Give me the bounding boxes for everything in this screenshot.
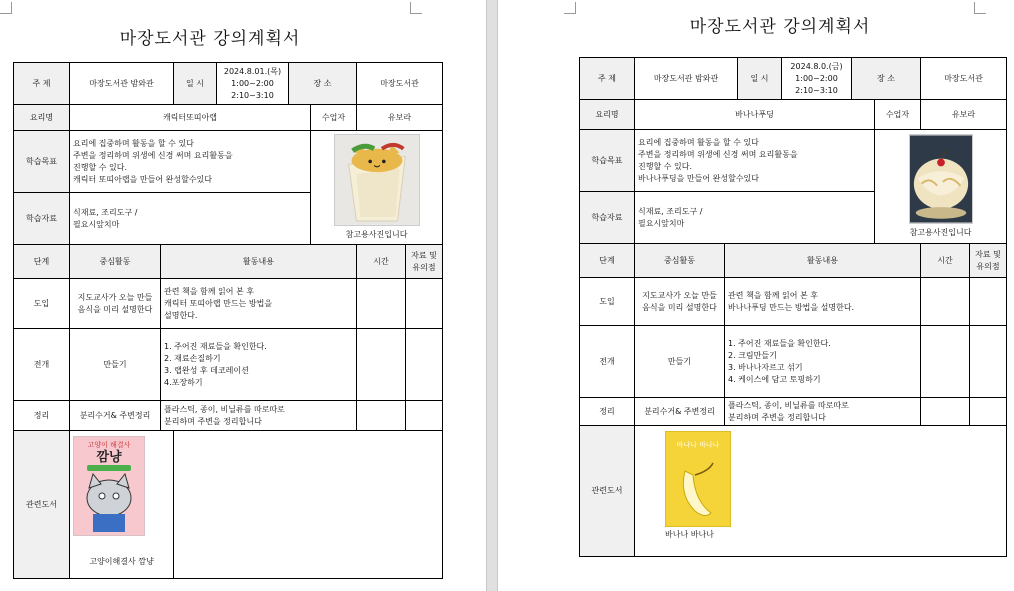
place-label: 장 소 xyxy=(852,58,921,100)
page-title: 마장도서관 강의계획서 xyxy=(119,29,301,49)
core-cell: 만들기 xyxy=(635,326,725,398)
book-caption: 바나나 바나나 xyxy=(665,530,714,539)
book-label: 관련도서 xyxy=(14,431,70,579)
recipe-value: 바나나푸딩 xyxy=(635,100,875,130)
notes-cell xyxy=(406,329,443,401)
place-value: 마장도서관 xyxy=(921,58,1007,100)
notes-cell xyxy=(970,398,1007,426)
date-value: 2024.8.01.(목) 1:00~2:00 2:10~3:10 xyxy=(217,63,289,105)
recipe-label: 요리명 xyxy=(580,100,635,130)
goal-label: 학습목표 xyxy=(14,131,70,193)
col-stage-header: 단계 xyxy=(580,244,635,278)
teacher-value: 유보라 xyxy=(357,105,443,131)
table-row xyxy=(14,279,443,329)
stage-cell: 정리 xyxy=(580,398,635,426)
notes-cell xyxy=(406,401,443,431)
subject-value: 마장도서관 밤와관 xyxy=(70,63,174,105)
col-core-header: 중심활동 xyxy=(70,245,161,279)
notes-cell xyxy=(970,326,1007,398)
core-cell: 분리수거& 주변정리 xyxy=(70,401,161,431)
notes-cell xyxy=(406,279,443,329)
time-cell xyxy=(357,329,406,401)
stage-cell: 정리 xyxy=(14,401,70,431)
table-row xyxy=(580,326,1007,398)
time-cell xyxy=(357,279,406,329)
book-label: 관련도서 xyxy=(580,426,635,557)
goal-label: 학습목표 xyxy=(580,130,635,192)
table-row xyxy=(14,401,443,431)
time-cell xyxy=(357,401,406,431)
col-time-header: 시간 xyxy=(357,245,406,279)
time-cell xyxy=(921,278,970,326)
book-cover-image xyxy=(665,431,731,527)
stage-cell: 도입 xyxy=(14,279,70,329)
material-value: 식재료, 조리도구 / 필요시앞치마 xyxy=(635,192,875,244)
stage-cell: 전개 xyxy=(14,329,70,401)
book-caption: 고양이해결사 깜냥 xyxy=(89,557,154,566)
goal-value: 요리에 집중하며 활동을 할 수 있다 주변을 정리하며 위생에 신경 써며 요리활동을 진행할 수 있다. 바나나푸딩을 만들어 완성할수있다 xyxy=(635,130,875,192)
book-cell xyxy=(70,431,174,579)
page-gutter xyxy=(486,0,498,591)
activity-cell: 플라스틱, 종이, 비닐류를 따로따로 분리하며 주변을 정리합니다 xyxy=(161,401,357,431)
page-corner-mark xyxy=(410,2,422,14)
photo-caption: 참고용사진입니다 xyxy=(345,230,408,239)
page-title: 마장도서관 강의계획서 xyxy=(689,17,871,37)
time-cell xyxy=(921,326,970,398)
notes-cell xyxy=(970,278,1007,326)
activity-cell: 관련 책을 함께 읽어 본 후 바나나푸딩 만드는 방법을 설명한다. xyxy=(725,278,921,326)
stage-cell: 도입 xyxy=(580,278,635,326)
page-corner-mark xyxy=(0,2,12,14)
col-activity-header: 활동내용 xyxy=(725,244,921,278)
table-row xyxy=(580,398,1007,426)
book-cover-title: 바나나 바나나 xyxy=(676,441,720,449)
core-cell: 지도교사가 오늘 만들 음식을 미리 설명한다 xyxy=(635,278,725,326)
book-cover-title: 고양이 해결사 xyxy=(87,441,131,449)
stage-cell: 전개 xyxy=(580,326,635,398)
teacher-value: 유보라 xyxy=(921,100,1007,130)
place-value: 마장도서관 xyxy=(357,63,443,105)
reference-photo-cell xyxy=(311,131,443,245)
wrap-photo xyxy=(334,134,420,226)
subject-label: 주 제 xyxy=(14,63,70,105)
activity-cell: 관련 책을 함께 읽어 본 후 캐릭터 또띠아랩 만드는 방법을 설명한다. xyxy=(161,279,357,329)
material-label: 학습자료 xyxy=(580,192,635,244)
pudding-photo xyxy=(909,134,973,224)
teacher-label: 수업자 xyxy=(311,105,357,131)
col-activity-header: 활동내용 xyxy=(161,245,357,279)
subject-value: 마장도서관 밤와관 xyxy=(635,58,738,100)
material-label: 학습자료 xyxy=(14,193,70,245)
goal-value: 요리에 집중하며 활동을 할 수 있다 주변을 정리하며 위생에 신경 써며 요리활동을 진행할 수 있다. 캐릭터 또띠아랩을 만들어 완성할수있다 xyxy=(70,131,311,193)
activity-cell: 1. 주어진 재료들을 확인한다. 2. 재료손질하기 3. 랩완성 후 데코레이션 4.포장하기 xyxy=(161,329,357,401)
core-cell: 분리수거& 주변정리 xyxy=(635,398,725,426)
date-label: 일 시 xyxy=(738,58,782,100)
book-cover-image xyxy=(73,436,145,536)
date-label: 일 시 xyxy=(174,63,217,105)
core-cell: 만들기 xyxy=(70,329,161,401)
place-label: 장 소 xyxy=(289,63,357,105)
recipe-value: 캐릭터또띠아랩 xyxy=(70,105,311,131)
reference-photo-cell xyxy=(875,130,1007,244)
lesson-plan-table xyxy=(579,57,1007,557)
table-row xyxy=(14,329,443,401)
core-cell: 지도교사가 오늘 만들 음식을 미리 설명한다 xyxy=(70,279,161,329)
recipe-label: 요리명 xyxy=(14,105,70,131)
page-corner-mark xyxy=(564,2,576,14)
book-empty-cell xyxy=(174,431,443,579)
col-stage-header: 단계 xyxy=(14,245,70,279)
table-row xyxy=(580,278,1007,326)
lesson-plan-table xyxy=(13,62,443,579)
page-2 xyxy=(498,0,1014,591)
activity-cell: 플라스틱, 종이, 비닐류를 따로따로 분리하며 주변을 정리합니다 xyxy=(725,398,921,426)
subject-label: 주 제 xyxy=(580,58,635,100)
book-cell xyxy=(635,426,1007,557)
activity-cell: 1. 주어진 재료들을 확인한다. 2. 크림만들기 3. 바나나자르고 섞기 4. 케이스에 담고 토핑하기 xyxy=(725,326,921,398)
time-cell xyxy=(921,398,970,426)
book-cover-name: 깜냥 xyxy=(96,450,122,465)
material-value: 식재료, 조리도구 / 필요시앞치마 xyxy=(70,193,311,245)
photo-caption: 참고용사진입니다 xyxy=(909,228,972,237)
col-core-header: 중심활동 xyxy=(635,244,725,278)
date-value: 2024.8.0.(금) 1:00~2:00 2:10~3:10 xyxy=(782,58,852,100)
col-notes-header: 자료 및 유의점 xyxy=(970,244,1007,278)
teacher-label: 수업자 xyxy=(875,100,921,130)
col-time-header: 시간 xyxy=(921,244,970,278)
col-notes-header: 자료 및 유의점 xyxy=(406,245,443,279)
page-1 xyxy=(0,0,486,591)
